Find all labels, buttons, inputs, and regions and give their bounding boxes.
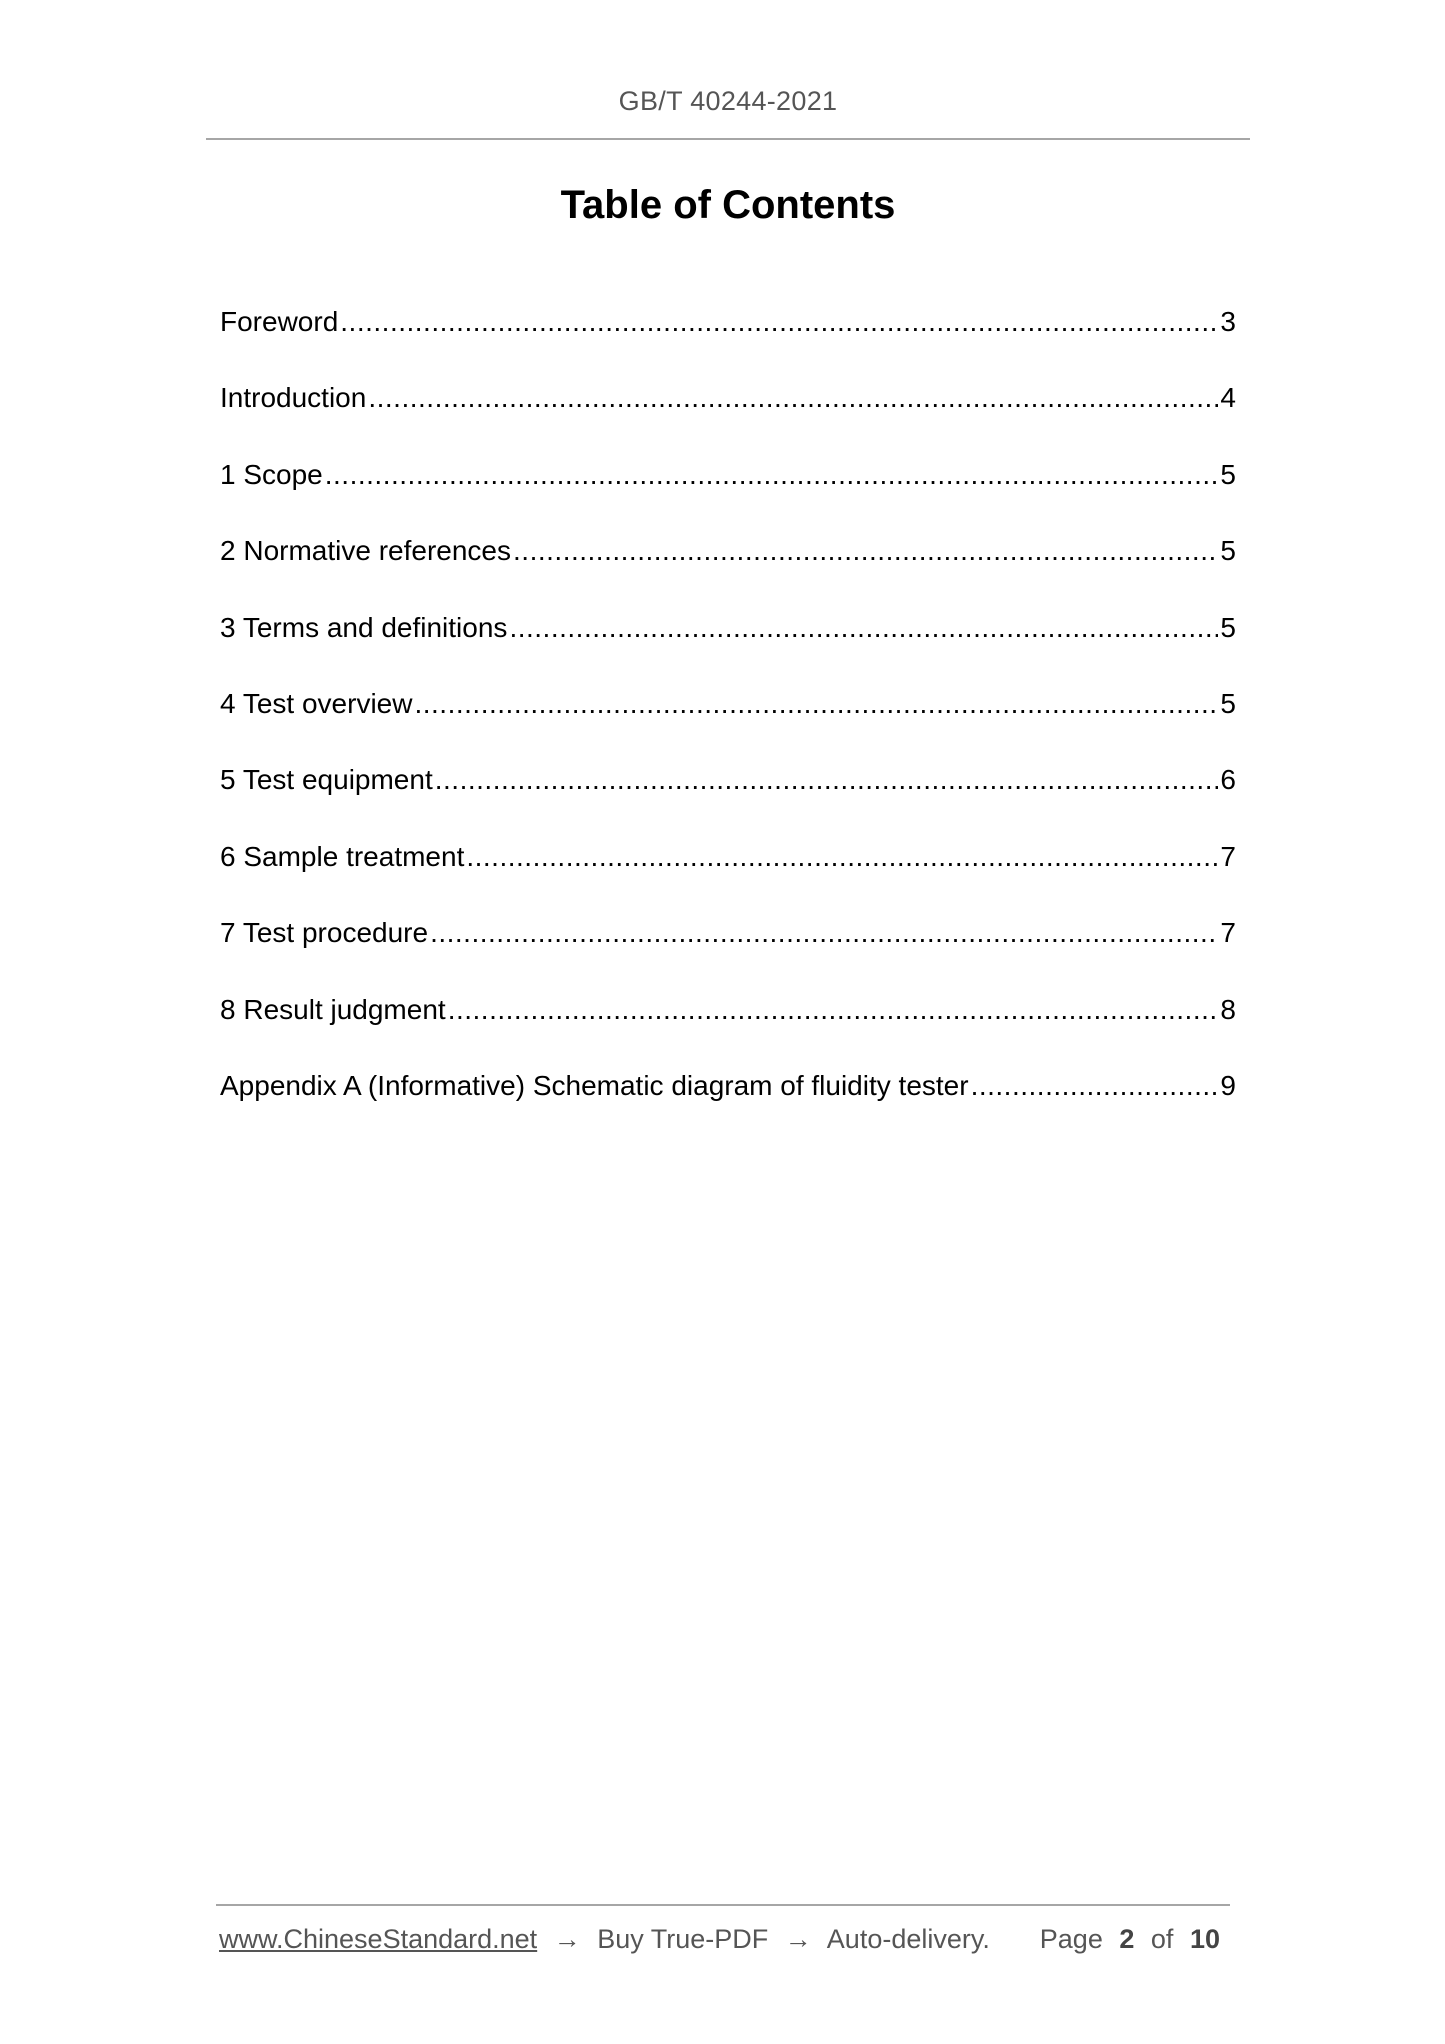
toc-entry-page: 5 [1220, 611, 1236, 643]
toc-entry-foreword[interactable] [220, 302, 1236, 378]
toc-entry-scope[interactable] [220, 455, 1236, 531]
toc-entry-introduction[interactable] [220, 378, 1236, 454]
toc-entry-page: 5 [1220, 687, 1236, 719]
dot-leader [513, 531, 1218, 571]
toc-entry-label: 3 Terms and definitions [220, 611, 508, 643]
site-link[interactable]: www.ChineseStandard.net [219, 1924, 538, 1954]
toc-entry-page: 8 [1220, 993, 1236, 1025]
dot-leader [971, 1066, 1219, 1106]
running-header: GB/T 40244-2021 [618, 86, 838, 116]
arrow-right-icon: → [784, 1924, 812, 1954]
table-of-contents [220, 302, 1236, 1142]
toc-entry-appendix-a[interactable] [220, 1066, 1236, 1142]
page-footer [219, 1924, 1229, 1955]
auto-delivery-text: Auto-delivery. [826, 1924, 990, 1954]
toc-entry-label: Foreword [220, 306, 339, 337]
toc-entry-label: 6 Sample treatment [220, 840, 465, 872]
footer-promo [219, 1924, 999, 1955]
toc-entry-test-procedure[interactable] [220, 913, 1236, 989]
toc-entry-terms-and-definitions[interactable] [220, 608, 1236, 684]
dot-leader [448, 990, 1219, 1030]
total-page-count: 10 [1189, 1924, 1220, 1954]
dot-leader [466, 837, 1218, 877]
toc-entry-normative-references[interactable] [220, 531, 1236, 607]
dot-leader [430, 913, 1218, 953]
of-word: of [1150, 1924, 1174, 1954]
page-word: Page [1039, 1924, 1103, 1954]
dot-leader [414, 684, 1218, 724]
toc-entry-result-judgment[interactable] [220, 990, 1236, 1066]
arrow-right-icon: → [553, 1924, 581, 1954]
toc-entry-page: 5 [1220, 535, 1236, 567]
toc-entry-label: 4 Test overview [220, 687, 413, 719]
toc-entry-sample-treatment[interactable] [220, 837, 1236, 913]
toc-title: Table of Contents [560, 183, 896, 227]
toc-entry-page: 4 [1220, 382, 1236, 414]
header-divider [206, 138, 1250, 140]
toc-entry-test-equipment[interactable] [220, 760, 1236, 836]
toc-entry-test-overview[interactable] [220, 684, 1236, 760]
toc-entry-page: 7 [1220, 840, 1236, 872]
toc-entry-label: Introduction [220, 382, 367, 414]
toc-entry-page: 3 [1220, 306, 1236, 337]
toc-entry-label: 1 Scope [220, 458, 323, 490]
footer-divider [216, 1904, 1230, 1906]
dot-leader [325, 455, 1219, 495]
toc-entry-label: 8 Result judgment [220, 993, 446, 1025]
dot-leader [509, 608, 1218, 648]
toc-entry-page: 7 [1220, 917, 1236, 949]
toc-entry-label: 7 Test procedure [220, 917, 429, 949]
toc-entry-page: 6 [1220, 764, 1236, 796]
current-page-number: 2 [1119, 1924, 1135, 1954]
toc-entry-page: 5 [1220, 458, 1236, 490]
toc-entry-label: 5 Test equipment [220, 764, 433, 796]
dot-leader [368, 378, 1218, 418]
toc-entry-label: 2 Normative references [220, 535, 512, 567]
buy-true-pdf-text: Buy True-PDF [597, 1924, 769, 1954]
dot-leader [435, 760, 1219, 800]
page-indicator [1040, 1924, 1229, 1955]
toc-entry-page: 9 [1220, 1069, 1236, 1101]
dot-leader [340, 302, 1218, 342]
toc-entry-label: Appendix A (Informative) Schematic diagram of fluidity tester [220, 1069, 969, 1101]
